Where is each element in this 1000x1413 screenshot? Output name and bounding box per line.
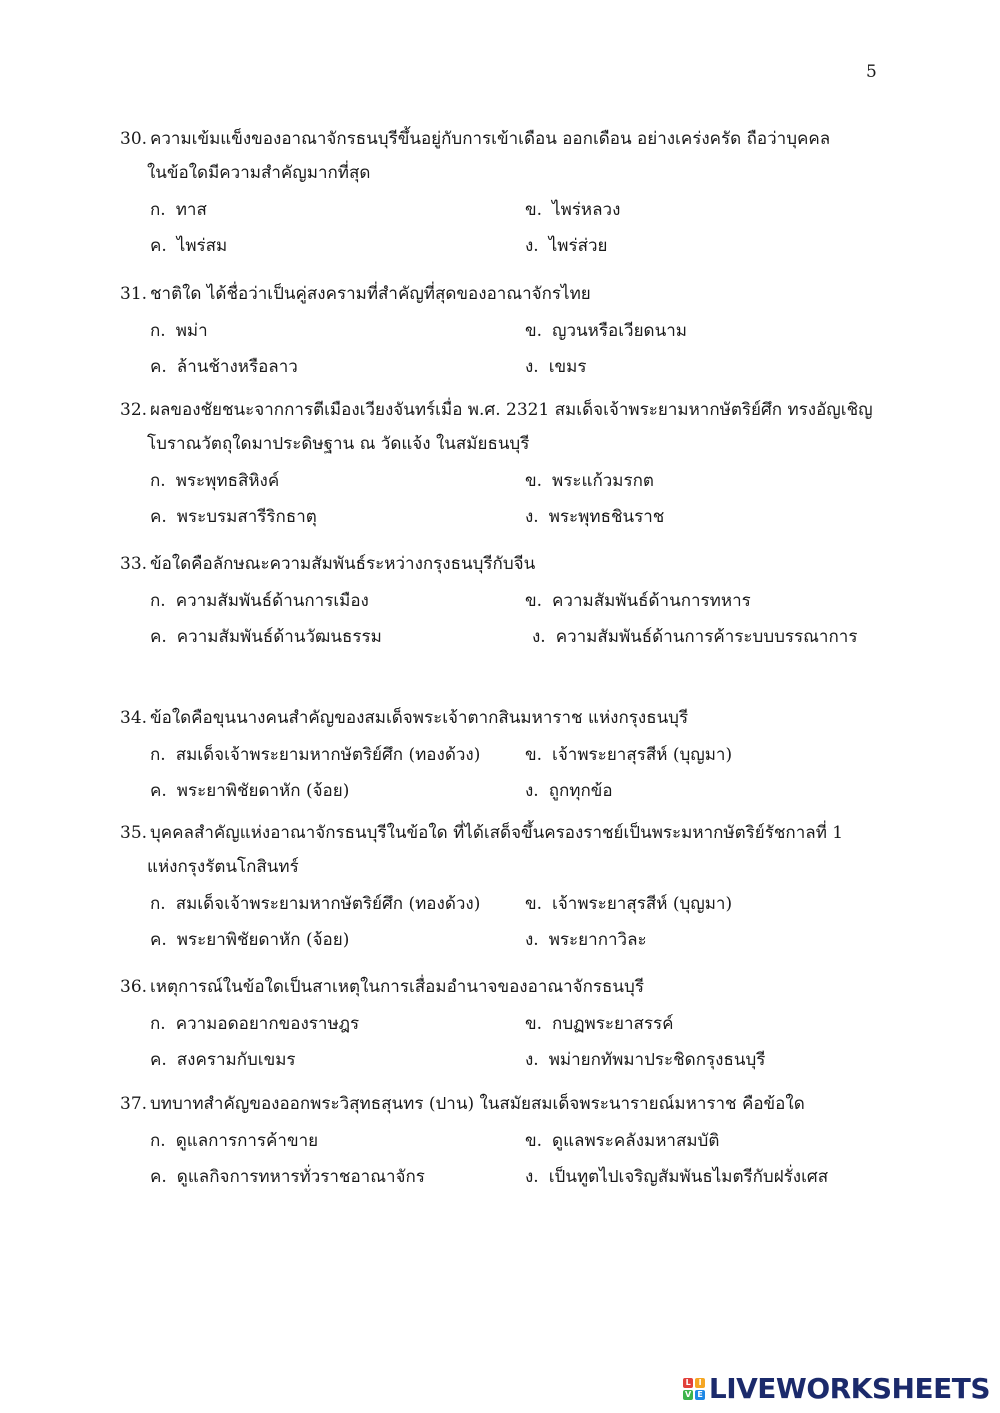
answer-choice[interactable] [500, 192, 880, 228]
choice-letter: ง. [525, 507, 539, 527]
choice-letter: ข. [525, 321, 543, 341]
choice-letter: ข. [525, 1131, 543, 1151]
answer-choice[interactable] [500, 886, 880, 922]
choice-text: เขมร [548, 357, 587, 377]
choice-letter: ค. [150, 1050, 167, 1070]
choice-text: พระพุทธชินราช [548, 507, 665, 527]
question-32 [120, 393, 880, 535]
choice-text: ไพร่ส่วย [548, 236, 608, 256]
choice-text: พม่ายกทัพมาประชิดกรุงธนบุรี [548, 1050, 766, 1070]
question-34 [120, 701, 880, 809]
question-number: 34. [120, 708, 148, 728]
question-31 [120, 277, 880, 385]
answer-choice[interactable] [500, 922, 880, 958]
choice-text: ดูแลการการค้าขาย [175, 1131, 319, 1151]
question-text: บทบาทสำคัญของออกพระวิสุทธสุนทร (ปาน) ในสมัยสมเด็จพระนารายณ์มหาราช คือข้อใด [150, 1094, 805, 1114]
answer-choices [120, 583, 880, 655]
choice-text: ทาส [175, 200, 207, 220]
question-stem [120, 970, 880, 1004]
answer-choice[interactable] [500, 313, 880, 349]
question-text: บุคคลสำคัญแห่งอาณาจักรธนบุรีในข้อใด ที่ได้เสด็จขึ้นครองราชย์เป็นพระมหากษัตริย์รัชกาลที่ 1 [150, 823, 844, 843]
choice-letter: ข. [525, 200, 543, 220]
answer-choice[interactable] [120, 583, 500, 619]
answer-choice[interactable] [120, 619, 500, 655]
choice-text: ดูแลพระคลังมหาสมบัติ [552, 1131, 720, 1151]
choice-letter: ก. [150, 471, 166, 491]
answer-choices [120, 463, 880, 535]
question-37 [120, 1087, 880, 1195]
answer-choice[interactable] [120, 313, 500, 349]
answer-choice[interactable] [120, 1006, 500, 1042]
question-stem-continued: ในข้อใดมีความสำคัญมากที่สุด [147, 163, 371, 183]
answer-choice[interactable] [120, 499, 500, 535]
answer-choice[interactable] [500, 463, 880, 499]
answer-choices [120, 886, 880, 958]
question-text: ข้อใดคือลักษณะความสัมพันธ์ระหว่างกรุงธนบุรีกับจีน [150, 554, 536, 574]
answer-choices [120, 1006, 880, 1078]
answer-choices [120, 313, 880, 385]
choice-text: ถูกทุกข้อ [548, 781, 613, 801]
choice-letter: ข. [525, 745, 543, 765]
question-stem [120, 277, 880, 311]
choice-letter: ก. [150, 200, 166, 220]
question-number: 37. [120, 1094, 148, 1114]
choice-letter: ก. [150, 745, 166, 765]
choice-letter: ค. [150, 781, 167, 801]
answer-choice[interactable] [120, 886, 500, 922]
question-stem [120, 393, 880, 427]
choice-letter: ง. [525, 1167, 539, 1187]
choice-letter: ค. [150, 357, 167, 377]
question-30 [120, 122, 880, 264]
choice-text: ล้านช้างหรือลาว [176, 357, 298, 377]
choice-text: ความสัมพันธ์ด้านวัฒนธรรม [176, 627, 382, 647]
choice-text: ญวนหรือเวียดนาม [552, 321, 687, 341]
choice-text: ดูแลกิจการทหารทั่วราชอาณาจักร [176, 1167, 425, 1187]
answer-choice[interactable] [500, 1006, 880, 1042]
choice-letter: ง. [525, 236, 539, 256]
question-stem [120, 1087, 880, 1121]
question-stem-continued: โบราณวัตถุใดมาประดิษฐาน ณ วัดแจ้ง ในสมัยธนบุรี [147, 434, 530, 454]
choice-letter: ค. [150, 1167, 167, 1187]
answer-choices [120, 1123, 880, 1195]
question-36 [120, 970, 880, 1078]
answer-choice[interactable] [500, 349, 880, 385]
logo-letter-i: I [695, 1378, 705, 1388]
choice-letter: ก. [150, 1014, 166, 1034]
answer-choice[interactable] [500, 583, 880, 619]
question-number: 35. [120, 823, 148, 843]
liveworksheets-logo-icon [683, 1378, 705, 1400]
choice-text: ความสัมพันธ์ด้านการทหาร [552, 591, 751, 611]
choice-text: ไพร่หลวง [552, 200, 621, 220]
question-number: 32. [120, 400, 148, 420]
choice-letter: ข. [525, 894, 543, 914]
answer-choices [120, 737, 880, 809]
choice-letter: ก. [150, 894, 166, 914]
answer-choice[interactable] [120, 349, 500, 385]
answer-choice[interactable] [500, 619, 880, 655]
choice-letter: ง. [525, 781, 539, 801]
choice-text: เป็นทูตไปเจริญสัมพันธไมตรีกับฝรั่งเศส [548, 1167, 829, 1187]
question-text: ข้อใดคือขุนนางคนสำคัญของสมเด็จพระเจ้าตากสินมหาราช แห่งกรุงธนบุรี [150, 708, 689, 728]
choice-text: พม่า [175, 321, 208, 341]
choice-letter: ก. [150, 591, 166, 611]
choice-letter: ง. [532, 627, 546, 647]
question-text: ความเข้มแข็งของอาณาจักรธนบุรีขึ้นอยู่กับการเข้าเดือน ออกเดือน อย่างเคร่งครัด ถือว่าบุคคล [150, 129, 831, 149]
choice-text: พระยากาวิละ [548, 930, 647, 950]
choice-letter: ก. [150, 321, 166, 341]
choice-text: พระแก้วมรกต [552, 471, 654, 491]
question-stem-continued: แห่งกรุงรัตนโกสินทร์ [147, 857, 299, 877]
question-stem [120, 547, 880, 581]
answer-choice[interactable] [120, 773, 500, 809]
answer-choices [120, 192, 880, 264]
choice-letter: ค. [150, 930, 167, 950]
choice-letter: ข. [525, 471, 543, 491]
choice-letter: ค. [150, 507, 167, 527]
answer-choice[interactable] [120, 1042, 500, 1078]
answer-choice[interactable] [120, 463, 500, 499]
question-number: 30. [120, 129, 148, 149]
choice-text: เจ้าพระยาสุรสีห์ (บุญมา) [552, 894, 733, 914]
choice-text: ไพร่สม [176, 236, 228, 256]
answer-choice[interactable] [120, 1159, 500, 1195]
choice-text: สงครามกับเขมร [176, 1050, 296, 1070]
question-text: ผลของชัยชนะจากการตีเมืองเวียงจันทร์เมื่อ พ.ศ. 2321 สมเด็จเจ้าพระยามหากษัตริย์ศึก ทรงอัญเชิญ [150, 400, 873, 420]
choice-text: เจ้าพระยาสุรสีห์ (บุญมา) [552, 745, 733, 765]
question-stem [120, 816, 880, 850]
choice-letter: ค. [150, 236, 167, 256]
question-35 [120, 816, 880, 958]
choice-text: พระยาพิชัยดาหัก (จ้อย) [176, 930, 350, 950]
choice-text: พระบรมสารีริกธาตุ [176, 507, 317, 527]
choice-text: สมเด็จเจ้าพระยามหากษัตริย์ศึก (ทองด้วง) [175, 745, 481, 765]
answer-choice[interactable] [500, 1123, 880, 1159]
answer-choice[interactable] [120, 192, 500, 228]
choice-letter: ง. [525, 357, 539, 377]
question-text: เหตุการณ์ในข้อใดเป็นสาเหตุในการเสื่อมอำนาจของอาณาจักรธนบุรี [150, 977, 644, 997]
choice-text: ความสัมพันธ์ด้านการค้าระบบบรรณาการ [555, 627, 858, 647]
answer-choice[interactable] [500, 228, 880, 264]
question-stem [120, 701, 880, 735]
choice-text: สมเด็จเจ้าพระยามหากษัตริย์ศึก (ทองด้วง) [175, 894, 481, 914]
choice-text: ความสัมพันธ์ด้านการเมือง [175, 591, 369, 611]
question-number: 33. [120, 554, 148, 574]
choice-text: พระยาพิชัยดาหัก (จ้อย) [176, 781, 350, 801]
answer-choice[interactable] [500, 1159, 880, 1195]
answer-choice[interactable] [500, 737, 880, 773]
answer-choice[interactable] [120, 922, 500, 958]
liveworksheets-watermark [683, 1372, 990, 1405]
watermark-text: LIVEWORKSHEETS [708, 1372, 990, 1405]
logo-letter-v: V [683, 1390, 693, 1400]
question-33 [120, 547, 880, 655]
choice-text: พระพุทธสิหิงค์ [175, 471, 280, 491]
question-number: 36. [120, 977, 148, 997]
answer-choice[interactable] [120, 737, 500, 773]
logo-letter-l: L [683, 1378, 693, 1388]
question-text: ชาติใด ได้ชื่อว่าเป็นคู่สงครามที่สำคัญที่สุดของอาณาจักรไทย [150, 284, 591, 304]
question-stem [120, 122, 880, 156]
page-number: 5 [866, 62, 877, 82]
question-number: 31. [120, 284, 148, 304]
answer-choice[interactable] [500, 499, 880, 535]
logo-letter-e: E [695, 1390, 705, 1400]
choice-letter: ข. [525, 591, 543, 611]
choice-letter: ค. [150, 627, 167, 647]
choice-text: กบฏพระยาสรรค์ [552, 1014, 674, 1034]
answer-choice[interactable] [120, 228, 500, 264]
choice-letter: ก. [150, 1131, 166, 1151]
choice-letter: ง. [525, 930, 539, 950]
choice-letter: ง. [525, 1050, 539, 1070]
answer-choice[interactable] [120, 1123, 500, 1159]
choice-text: ความอดอยากของราษฎร [175, 1014, 360, 1034]
answer-choice[interactable] [500, 773, 880, 809]
choice-letter: ข. [525, 1014, 543, 1034]
answer-choice[interactable] [500, 1042, 880, 1078]
